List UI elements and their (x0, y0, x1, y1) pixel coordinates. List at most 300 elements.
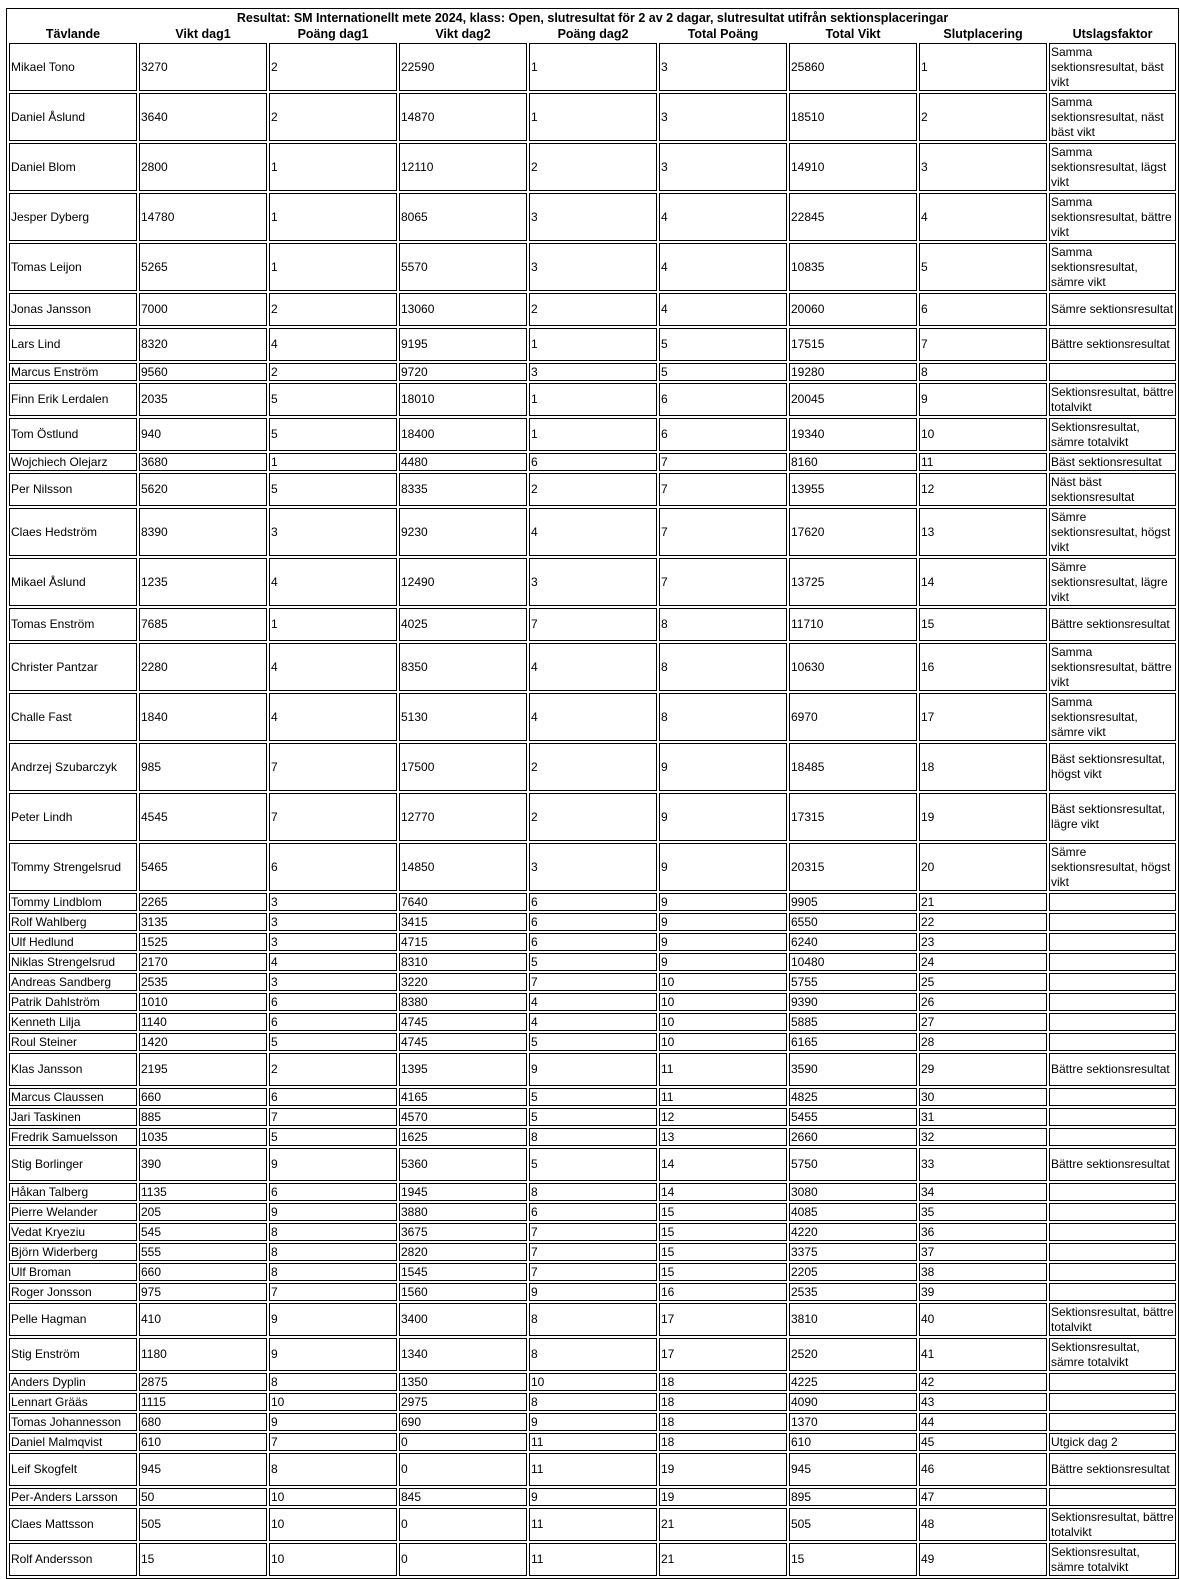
total-weight: 5885 (789, 1013, 917, 1031)
total-points: 13 (659, 1128, 787, 1146)
column-header-total-vikt: Total Vikt (825, 27, 881, 41)
weight-day2: 9720 (399, 363, 527, 381)
table-row (9, 643, 1176, 691)
total-points: 9 (659, 843, 787, 891)
tiebreak-factor (1049, 1013, 1176, 1031)
total-weight: 10480 (789, 953, 917, 971)
tiebreak-factor: Utgick dag 2 (1049, 1433, 1176, 1451)
tiebreak-factor: Samma sektionsresultat, sämre vikt (1049, 243, 1176, 291)
weight-day1: 2265 (139, 893, 267, 911)
table-row (9, 418, 1176, 451)
points-day2: 7 (529, 1263, 657, 1281)
weight-day2: 845 (399, 1488, 527, 1506)
points-day2: 6 (529, 453, 657, 471)
table-row (9, 973, 1176, 991)
table-row (9, 1108, 1176, 1126)
points-day2: 11 (529, 1543, 657, 1576)
total-weight: 13725 (789, 558, 917, 606)
final-placement: 26 (919, 993, 1047, 1011)
final-placement: 30 (919, 1088, 1047, 1106)
tiebreak-factor: Bäst sektionsresultat, högst vikt (1049, 743, 1176, 791)
points-day2: 1 (529, 43, 657, 91)
competitor-name: Daniel Blom (9, 143, 137, 191)
tiebreak-factor: Sämre sektionsresultat, högst vikt (1049, 508, 1176, 556)
points-day1: 7 (269, 1433, 397, 1451)
points-day2: 3 (529, 363, 657, 381)
total-points: 9 (659, 893, 787, 911)
total-weight: 10630 (789, 643, 917, 691)
tiebreak-factor (1049, 933, 1176, 951)
table-row (9, 1453, 1176, 1486)
weight-day1: 975 (139, 1283, 267, 1301)
header-row (9, 27, 1176, 41)
total-points: 9 (659, 913, 787, 931)
table-row (9, 953, 1176, 971)
total-points: 16 (659, 1283, 787, 1301)
tiebreak-factor (1049, 1243, 1176, 1261)
points-day1: 4 (269, 953, 397, 971)
tiebreak-factor (1049, 1088, 1176, 1106)
weight-day1: 1180 (139, 1338, 267, 1371)
weight-day1: 940 (139, 418, 267, 451)
points-day1: 2 (269, 363, 397, 381)
weight-day1: 1115 (139, 1393, 267, 1411)
points-day1: 1 (269, 143, 397, 191)
points-day2: 9 (529, 1413, 657, 1431)
column-header-vikt-dag2: Vikt dag2 (435, 27, 491, 41)
competitor-name: Marcus Enström (9, 363, 137, 381)
total-weight: 18485 (789, 743, 917, 791)
total-points: 8 (659, 608, 787, 641)
competitor-name: Niklas Strengelsrud (9, 953, 137, 971)
total-weight: 895 (789, 1488, 917, 1506)
points-day1: 7 (269, 1283, 397, 1301)
total-points: 7 (659, 453, 787, 471)
weight-day2: 8380 (399, 993, 527, 1011)
weight-day1: 5265 (139, 243, 267, 291)
weight-day2: 3400 (399, 1303, 527, 1336)
final-placement: 42 (919, 1373, 1047, 1391)
points-day1: 8 (269, 1223, 397, 1241)
tiebreak-factor: Bättre sektionsresultat (1049, 1453, 1176, 1486)
tiebreak-factor (1049, 1393, 1176, 1411)
competitor-name: Roul Steiner (9, 1033, 137, 1051)
total-points: 7 (659, 558, 787, 606)
total-points: 9 (659, 953, 787, 971)
weight-day2: 1350 (399, 1373, 527, 1391)
weight-day2: 8310 (399, 953, 527, 971)
total-points: 4 (659, 193, 787, 241)
points-day1: 2 (269, 293, 397, 326)
weight-day1: 50 (139, 1488, 267, 1506)
table-row (9, 913, 1176, 931)
weight-day1: 2035 (139, 383, 267, 416)
table-row (9, 993, 1176, 1011)
weight-day2: 3220 (399, 973, 527, 991)
total-points: 14 (659, 1183, 787, 1201)
final-placement: 11 (919, 453, 1047, 471)
tiebreak-factor (1049, 1263, 1176, 1281)
total-weight: 9905 (789, 893, 917, 911)
weight-day2: 8065 (399, 193, 527, 241)
total-weight: 4220 (789, 1223, 917, 1241)
total-weight: 9390 (789, 993, 917, 1011)
total-weight: 4825 (789, 1088, 917, 1106)
table-row (9, 1433, 1176, 1451)
points-day2: 4 (529, 693, 657, 741)
weight-day1: 3270 (139, 43, 267, 91)
competitor-name: Per-Anders Larsson (9, 1488, 137, 1506)
points-day1: 7 (269, 793, 397, 841)
tiebreak-factor (1049, 1283, 1176, 1301)
weight-day1: 3135 (139, 913, 267, 931)
tiebreak-factor: Sektionsresultat, sämre totalvikt (1049, 1338, 1176, 1371)
tiebreak-factor (1049, 913, 1176, 931)
competitor-name: Wojchiech Olejarz (9, 453, 137, 471)
total-points: 7 (659, 473, 787, 506)
competitor-name: Tommy Strengelsrud (9, 843, 137, 891)
tiebreak-factor (1049, 953, 1176, 971)
points-day2: 4 (529, 993, 657, 1011)
final-placement: 27 (919, 1013, 1047, 1031)
total-weight: 17620 (789, 508, 917, 556)
weight-day2: 3415 (399, 913, 527, 931)
total-points: 14 (659, 1148, 787, 1181)
table-row (9, 243, 1176, 291)
total-weight: 17515 (789, 328, 917, 361)
total-points: 17 (659, 1338, 787, 1371)
competitor-name: Klas Jansson (9, 1053, 137, 1086)
competitor-name: Stig Borlinger (9, 1148, 137, 1181)
points-day1: 8 (269, 1243, 397, 1261)
table-row (9, 793, 1176, 841)
points-day2: 4 (529, 508, 657, 556)
points-day2: 5 (529, 1148, 657, 1181)
weight-day2: 4715 (399, 933, 527, 951)
total-points: 3 (659, 43, 787, 91)
weight-day1: 205 (139, 1203, 267, 1221)
total-weight: 17315 (789, 793, 917, 841)
final-placement: 20 (919, 843, 1047, 891)
weight-day2: 5360 (399, 1148, 527, 1181)
total-weight: 3810 (789, 1303, 917, 1336)
total-points: 7 (659, 508, 787, 556)
total-weight: 10835 (789, 243, 917, 291)
weight-day1: 7685 (139, 608, 267, 641)
points-day1: 4 (269, 328, 397, 361)
competitor-name: Peter Lindh (9, 793, 137, 841)
weight-day1: 610 (139, 1433, 267, 1451)
table-row (9, 1148, 1176, 1181)
points-day2: 1 (529, 383, 657, 416)
tiebreak-factor: Samma sektionsresultat, bättre vikt (1049, 193, 1176, 241)
weight-day2: 3880 (399, 1203, 527, 1221)
tiebreak-factor (1049, 1373, 1176, 1391)
weight-day2: 17500 (399, 743, 527, 791)
weight-day2: 7640 (399, 893, 527, 911)
total-weight: 5750 (789, 1148, 917, 1181)
weight-day2: 12110 (399, 143, 527, 191)
competitor-name: Tomas Leijon (9, 243, 137, 291)
points-day1: 9 (269, 1203, 397, 1221)
points-day1: 1 (269, 453, 397, 471)
points-day2: 7 (529, 1243, 657, 1261)
weight-day2: 4480 (399, 453, 527, 471)
table-row (9, 508, 1176, 556)
total-points: 4 (659, 293, 787, 326)
weight-day2: 1560 (399, 1283, 527, 1301)
points-day2: 5 (529, 1108, 657, 1126)
total-points: 10 (659, 973, 787, 991)
competitor-name: Jesper Dyberg (9, 193, 137, 241)
column-header-slutplacering: Slutplacering (943, 27, 1023, 41)
final-placement: 2 (919, 93, 1047, 141)
competitor-name: Tom Östlund (9, 418, 137, 451)
total-points: 11 (659, 1088, 787, 1106)
total-weight: 3590 (789, 1053, 917, 1086)
weight-day2: 4745 (399, 1033, 527, 1051)
points-day2: 5 (529, 1033, 657, 1051)
weight-day1: 410 (139, 1303, 267, 1336)
final-placement: 10 (919, 418, 1047, 451)
table-row (9, 473, 1176, 506)
final-placement: 34 (919, 1183, 1047, 1201)
total-weight: 6550 (789, 913, 917, 931)
points-day1: 6 (269, 843, 397, 891)
weight-day1: 1420 (139, 1033, 267, 1051)
points-day2: 5 (529, 1088, 657, 1106)
final-placement: 38 (919, 1263, 1047, 1281)
total-weight: 8160 (789, 453, 917, 471)
column-header-total-poang: Total Poäng (687, 27, 759, 41)
points-day2: 1 (529, 418, 657, 451)
final-placement: 24 (919, 953, 1047, 971)
total-points: 8 (659, 693, 787, 741)
total-points: 10 (659, 1033, 787, 1051)
total-points: 18 (659, 1393, 787, 1411)
total-weight: 20045 (789, 383, 917, 416)
total-weight: 1370 (789, 1413, 917, 1431)
final-placement: 44 (919, 1413, 1047, 1431)
weight-day2: 12770 (399, 793, 527, 841)
tiebreak-factor: Samma sektionsresultat, bättre vikt (1049, 643, 1176, 691)
points-day2: 8 (529, 1393, 657, 1411)
tiebreak-factor (1049, 1203, 1176, 1221)
total-weight: 3080 (789, 1183, 917, 1201)
table-row (9, 558, 1176, 606)
weight-day2: 2820 (399, 1243, 527, 1261)
total-points: 18 (659, 1373, 787, 1391)
competitor-name: Kenneth Lilja (9, 1013, 137, 1031)
points-day2: 3 (529, 243, 657, 291)
weight-day1: 1525 (139, 933, 267, 951)
weight-day2: 4570 (399, 1108, 527, 1126)
total-points: 10 (659, 1013, 787, 1031)
weight-day1: 2170 (139, 953, 267, 971)
weight-day1: 1840 (139, 693, 267, 741)
weight-day1: 545 (139, 1223, 267, 1241)
competitor-name: Mikael Åslund (9, 558, 137, 606)
total-points: 10 (659, 993, 787, 1011)
total-points: 15 (659, 1223, 787, 1241)
points-day1: 6 (269, 1183, 397, 1201)
weight-day2: 8350 (399, 643, 527, 691)
weight-day1: 1135 (139, 1183, 267, 1201)
points-day2: 5 (529, 953, 657, 971)
table-row (9, 1033, 1176, 1051)
table-row (9, 1413, 1176, 1431)
competitor-name: Pelle Hagman (9, 1303, 137, 1336)
page-title: Resultat: SM Internationellt mete 2024, klass: Open, slutresultat för 2 av 2 dagar, slutresultat utifrån sektionsplaceringar (236, 11, 949, 25)
final-placement: 39 (919, 1283, 1047, 1301)
points-day1: 7 (269, 743, 397, 791)
points-day2: 6 (529, 1203, 657, 1221)
total-weight: 5455 (789, 1108, 917, 1126)
weight-day2: 9195 (399, 328, 527, 361)
tiebreak-factor: Samma sektionsresultat, lägst vikt (1049, 143, 1176, 191)
weight-day1: 390 (139, 1148, 267, 1181)
final-placement: 1 (919, 43, 1047, 91)
points-day2: 3 (529, 558, 657, 606)
weight-day2: 13060 (399, 293, 527, 326)
final-placement: 47 (919, 1488, 1047, 1506)
total-weight: 945 (789, 1453, 917, 1486)
column-header-tavlande: Tävlande (45, 27, 101, 41)
table-row (9, 1183, 1176, 1201)
final-placement: 22 (919, 913, 1047, 931)
tiebreak-factor (1049, 1183, 1176, 1201)
weight-day2: 1395 (399, 1053, 527, 1086)
competitor-name: Vedat Kryeziu (9, 1223, 137, 1241)
final-placement: 40 (919, 1303, 1047, 1336)
final-placement: 23 (919, 933, 1047, 951)
tiebreak-factor: Sektionsresultat, bättre totalvikt (1049, 1508, 1176, 1541)
points-day2: 4 (529, 1013, 657, 1031)
points-day2: 7 (529, 1223, 657, 1241)
points-day1: 10 (269, 1543, 397, 1576)
final-placement: 28 (919, 1033, 1047, 1051)
weight-day2: 14870 (399, 93, 527, 141)
final-placement: 46 (919, 1453, 1047, 1486)
total-weight: 20315 (789, 843, 917, 891)
weight-day1: 660 (139, 1088, 267, 1106)
weight-day2: 8335 (399, 473, 527, 506)
points-day2: 6 (529, 913, 657, 931)
tiebreak-factor (1049, 1223, 1176, 1241)
total-weight: 4225 (789, 1373, 917, 1391)
column-header-utslagsfaktor: Utslagsfaktor (1072, 27, 1153, 41)
competitor-name: Roger Jonsson (9, 1283, 137, 1301)
table-row (9, 933, 1176, 951)
points-day1: 1 (269, 193, 397, 241)
competitor-name: Fredrik Samuelsson (9, 1128, 137, 1146)
competitor-name: Tomas Enström (9, 608, 137, 641)
table-row (9, 1088, 1176, 1106)
final-placement: 18 (919, 743, 1047, 791)
competitor-name: Mikael Tono (9, 43, 137, 91)
table-row (9, 1263, 1176, 1281)
total-points: 18 (659, 1413, 787, 1431)
total-points: 15 (659, 1243, 787, 1261)
total-points: 3 (659, 93, 787, 141)
column-header-poang-dag2: Poäng dag2 (557, 27, 629, 41)
total-weight: 610 (789, 1433, 917, 1451)
table-row (9, 693, 1176, 741)
weight-day1: 5465 (139, 843, 267, 891)
weight-day1: 4545 (139, 793, 267, 841)
total-weight: 6165 (789, 1033, 917, 1051)
weight-day2: 5130 (399, 693, 527, 741)
points-day1: 3 (269, 913, 397, 931)
weight-day1: 1235 (139, 558, 267, 606)
competitor-name: Lars Lind (9, 328, 137, 361)
points-day1: 6 (269, 1013, 397, 1031)
final-placement: 13 (919, 508, 1047, 556)
points-day2: 6 (529, 933, 657, 951)
table-row (9, 143, 1176, 191)
weight-day2: 4165 (399, 1088, 527, 1106)
final-placement: 9 (919, 383, 1047, 416)
total-weight: 4085 (789, 1203, 917, 1221)
points-day1: 5 (269, 1033, 397, 1051)
final-placement: 16 (919, 643, 1047, 691)
tiebreak-factor: Bättre sektionsresultat (1049, 1148, 1176, 1181)
competitor-name: Patrik Dahlström (9, 993, 137, 1011)
points-day1: 7 (269, 1108, 397, 1126)
weight-day2: 4025 (399, 608, 527, 641)
final-placement: 14 (919, 558, 1047, 606)
tiebreak-factor (1049, 973, 1176, 991)
tiebreak-factor: Sämre sektionsresultat (1049, 293, 1176, 326)
final-placement: 4 (919, 193, 1047, 241)
points-day1: 10 (269, 1393, 397, 1411)
weight-day2: 12490 (399, 558, 527, 606)
weight-day2: 18400 (399, 418, 527, 451)
competitor-name: Lennart Grääs (9, 1393, 137, 1411)
total-weight: 20060 (789, 293, 917, 326)
points-day1: 5 (269, 1128, 397, 1146)
tiebreak-factor: Bäst sektionsresultat, lägre vikt (1049, 793, 1176, 841)
points-day1: 5 (269, 473, 397, 506)
total-weight: 5755 (789, 973, 917, 991)
table-row (9, 193, 1176, 241)
weight-day1: 5620 (139, 473, 267, 506)
points-day1: 9 (269, 1148, 397, 1181)
points-day2: 7 (529, 973, 657, 991)
total-weight: 25860 (789, 43, 917, 91)
points-day1: 2 (269, 43, 397, 91)
points-day1: 3 (269, 893, 397, 911)
competitor-name: Claes Mattsson (9, 1508, 137, 1541)
points-day1: 9 (269, 1338, 397, 1371)
total-weight: 15 (789, 1543, 917, 1576)
final-placement: 49 (919, 1543, 1047, 1576)
final-placement: 31 (919, 1108, 1047, 1126)
table-row (9, 293, 1176, 326)
weight-day2: 14850 (399, 843, 527, 891)
table-row (9, 1508, 1176, 1541)
total-points: 19 (659, 1453, 787, 1486)
total-points: 12 (659, 1108, 787, 1126)
competitor-name: Andrzej Szubarczyk (9, 743, 137, 791)
table-row (9, 43, 1176, 91)
competitor-name: Rolf Wahlberg (9, 913, 137, 931)
tiebreak-factor (1049, 1108, 1176, 1126)
points-day2: 2 (529, 143, 657, 191)
weight-day2: 9230 (399, 508, 527, 556)
final-placement: 33 (919, 1148, 1047, 1181)
tiebreak-factor (1049, 993, 1176, 1011)
